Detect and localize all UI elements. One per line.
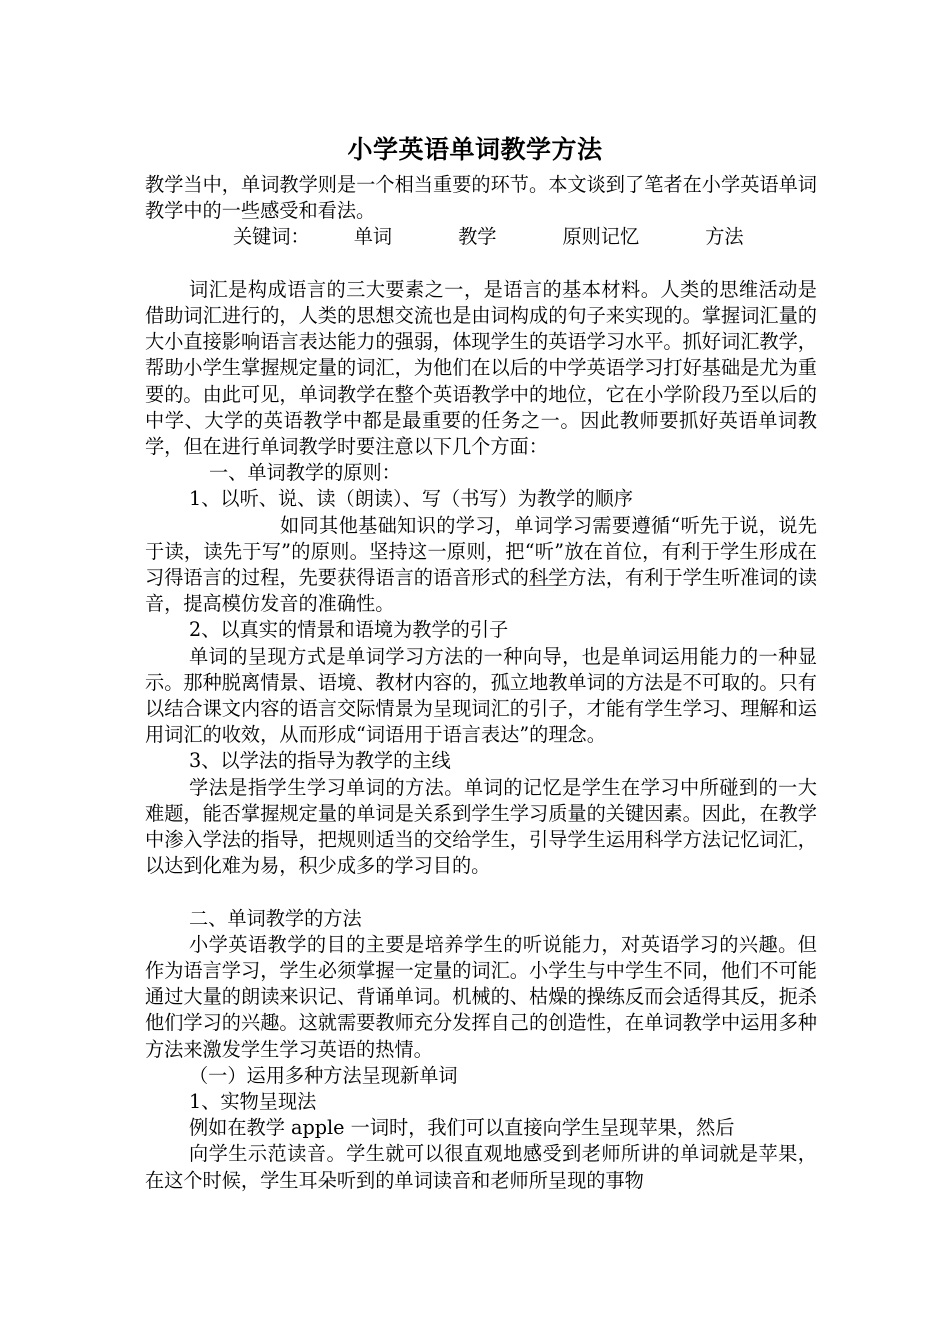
method-item-paragraph: 向学生示范读音。学生就可以很直观地感受到老师所讲的单词就是苹果，在这个时候，学生耳朵听到的单词读音和老师所呈现的事物 — [145, 1142, 817, 1192]
sub-heading: （一）运用多种方法呈现新单词 — [189, 1063, 458, 1087]
keyword-term: 教学 — [458, 225, 497, 249]
method-item-line: 例如在教学 apple 一词时，我们可以直接向学生呈现苹果，然后 — [189, 1116, 735, 1140]
paragraph-text: 方法，有利于学生听准词的读音，提高模仿发音的准确性。 — [145, 566, 818, 616]
method-paragraph: 小学英语教学的目的主要是培养学生的听说能力，对英语学习的兴趣。但作为语言学习，学生必须掌握一定量的词汇。小学生与中学生不同，他们不可能通过大量的朗读来识记、背诵单词。机械的、枯燥的操练反而会适得其反，扼杀他们学习的兴趣。这就需要教师充分发挥自己的创造性，在单词教学中运用多种方法来激发学生学习英语的热情。 — [145, 932, 817, 1061]
paragraph-text: 如同其他基础知识的学习，单词学习需要遵循“听先于说，说先于读，读先于写”的原则。坚持这一原则，把“听”放在首位，有利于学生形成在习得语言的过程，先要获得语言的语音形式的 — [145, 513, 817, 590]
blank-line — [145, 879, 817, 905]
keyword-term: 原则记忆 — [562, 225, 640, 249]
blank-line — [145, 251, 817, 277]
keywords-line — [145, 224, 817, 250]
keywords-label: 关键词： — [233, 225, 310, 249]
keyword-term: 方法 — [705, 225, 744, 249]
principle-heading: 2、以真实的情景和语境为教学的引子 — [189, 618, 509, 642]
principle-heading: 3、以学法的指导为教学的主线 — [189, 749, 451, 773]
principle-paragraph: 学法是指学生学习单词的方法。单词的记忆是学生在学习中所碰到的一大难题，能否掌握规定量的单词是关系到学生学习质量的关键因素。因此，在教学中渗入学法的指导，把规则适当的交给学生，引导学生运用科学方法记忆词汇，以达到化难为易，积少成多的学习目的。 — [145, 775, 817, 878]
keyword-term: 单词 — [353, 225, 393, 249]
section-heading: 一、单词教学的原则： — [209, 461, 401, 485]
document-title: 小学英语单词教学方法 — [347, 135, 603, 164]
principle-heading: 1、以听、说、读（朗读）、写（书写）为教学的顺序 — [189, 487, 633, 511]
abstract-paragraph: 教学当中，单词教学则是一个相当重要的环节。本文谈到了笔者在小学英语单词教学中的一些感受和看法。 — [145, 173, 817, 223]
principle-paragraph: 单词的呈现方式是单词学习方法的一种向导，也是单词运用能力的一种显示。那种脱离情景、语境、教材内容的，孤立地教单词的方法是不可取的。只有以结合课文内容的语言交际情景为呈现词汇的引子，才能有学生学习、理解和运用词汇的收效，从而形成“词语用于语言表达”的理念。 — [145, 644, 817, 747]
section-heading: 二、单词教学的方法 — [189, 906, 362, 930]
method-item-heading: 1、实物呈现法 — [189, 1090, 317, 1114]
principle-paragraph — [145, 513, 817, 618]
intro-paragraph: 词汇是构成语言的三大要素之一，是语言的基本材料。人类的思维活动是借助词汇进行的，人类的思想交流也是由词构成的句子来实现的。掌握词汇量的大小直接影响语言表达能力的强弱，体现学生的英语学习水平。抓好词汇教学，帮助小学生掌握规定量的词汇，为他们在以后的中学英语学习打好基础是尤为重要的。由此可见，单词教学在整个英语教学中的地位，它在小学阶段乃至以后的中学、大学的英语教学中都是最重要的任务之一。因此教师要抓好英语单词教学，但在进行单词教学时要注意以下几个方面： — [145, 277, 817, 459]
science-link[interactable]: 科学 — [529, 566, 568, 590]
document-body — [145, 172, 817, 1194]
